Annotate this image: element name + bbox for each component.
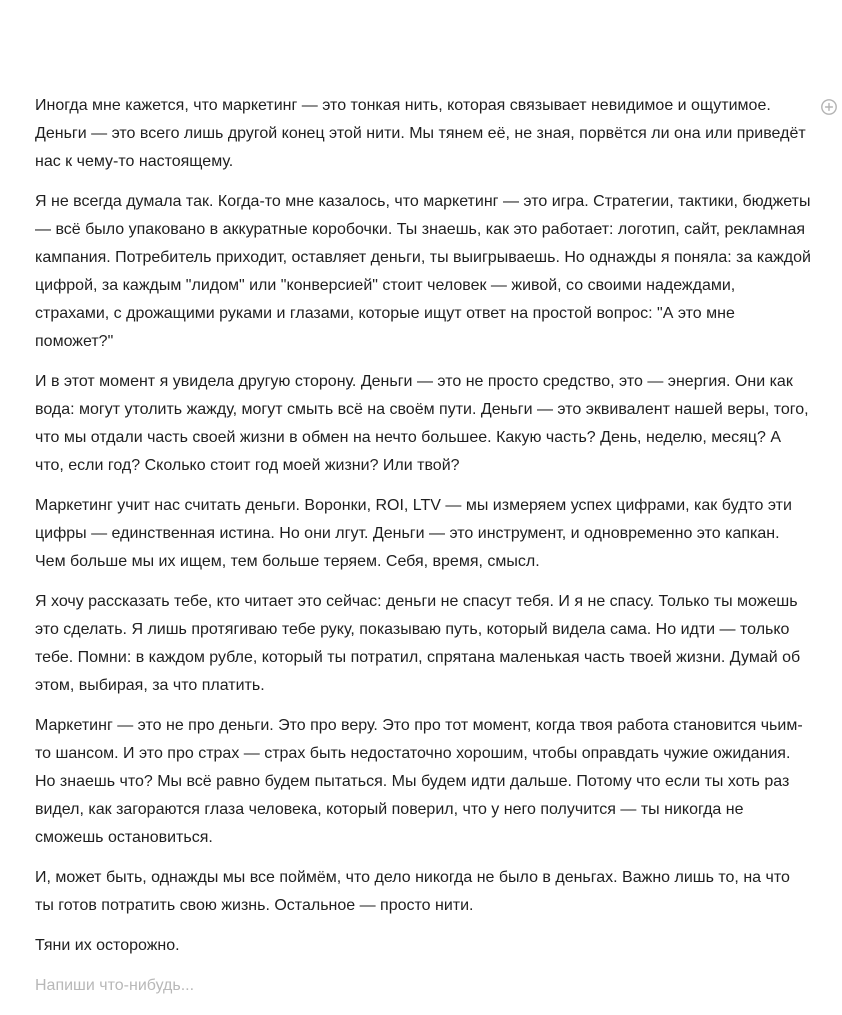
- add-block-button[interactable]: [819, 97, 839, 117]
- new-paragraph-placeholder[interactable]: Напиши что-нибудь...: [35, 977, 195, 994]
- plus-circle-icon: [820, 98, 838, 116]
- paragraph[interactable]: Маркетинг — это не про деньги. Это про веру. Это про тот момент, когда твоя работа становится чьим-то шансом. И это про страх — страх быть недостаточно хорошим, чтобы оправдать чужие ожидания. Но знаешь что? Мы всё равно будем пытаться. Мы будем идти дальше. Потому что если ты хоть раз видел, как загораются глаза человека, который поверил, что у него получится — ты никогда не сможешь остановиться.: [35, 717, 803, 846]
- paragraph[interactable]: И, может быть, однажды мы все поймём, что дело никогда не было в деньгах. Важно лишь то, на что ты готов потратить свою жизнь. Остальное — просто нити.: [35, 869, 790, 914]
- text-editor[interactable]: [35, 92, 811, 1000]
- paragraph[interactable]: Я не всегда думала так. Когда-то мне казалось, что маркетинг — это игра. Стратегии, тактики, бюджеты — всё было упаковано в аккуратные коробочки. Ты знаешь, как это работает: логотип, сайт, рекламная кампания. Потребитель приходит, оставляет деньги, ты выигрываешь. Но однажды я поняла: за каждой цифрой, за каждым "лидом" или "конверсией" стоит человек — живой, со своими надеждами, страхами, с дрожащими руками и глазами, которые ищут ответ на простой вопрос: "А это мне поможет?": [35, 193, 811, 350]
- paragraph[interactable]: Иногда мне кажется, что маркетинг — это тонкая нить, которая связывает невидимое и ощутимое. Деньги — это всего лишь другой конец этой нити. Мы тянем её, не зная, порвётся ли она или приведёт нас к чему-то настоящему.: [35, 97, 806, 170]
- paragraph[interactable]: Я хочу рассказать тебе, кто читает это сейчас: деньги не спасут тебя. И я не спасу. Только ты можешь это сделать. Я лишь протягиваю тебе руку, показываю путь, который видела сама. Но идти — только тебе. Помни: в каждом рубле, который ты потратил, спрятана маленькая часть твоей жизни. Думай об этом, выбирая, за что платить.: [35, 593, 801, 694]
- paragraph[interactable]: И в этот момент я увидела другую сторону. Деньги — это не просто средство, это — энергия. Они как вода: могут утолить жажду, могут смыть всё на своём пути. Деньги — это эквивалент нашей веры, того, что мы отдали часть своей жизни в обмен на нечто большее. Какую часть? День, неделю, месяц? А что, если год? Сколько стоит год моей жизни? Или твой?: [35, 373, 809, 474]
- paragraph[interactable]: Тяни их осторожно.: [35, 937, 180, 954]
- paragraph[interactable]: Маркетинг учит нас считать деньги. Воронки, ROI, LTV — мы измеряем успех цифрами, как будто эти цифры — единственная истина. Но они лгут. Деньги — это инструмент, и одновременно это капкан. Чем больше мы их ищем, тем больше теряем. Себя, время, смысл.: [35, 497, 792, 570]
